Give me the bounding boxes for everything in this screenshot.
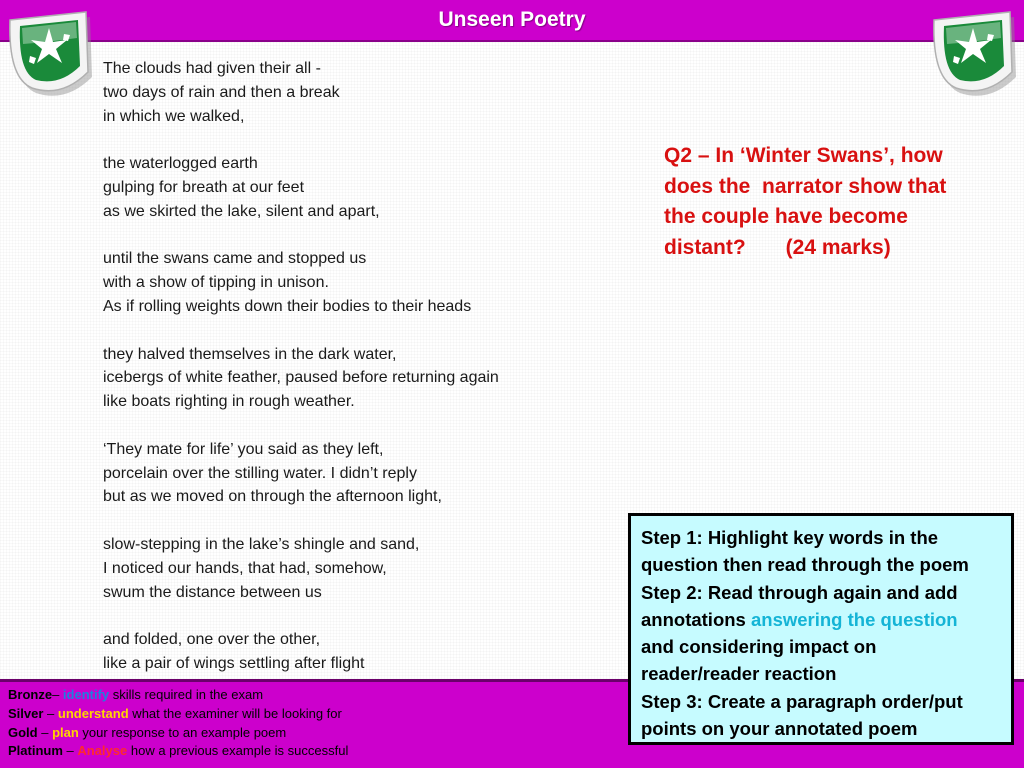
poem-line: like a pair of wings settling after flight xyxy=(103,654,365,672)
question-line xyxy=(664,233,994,264)
question-line: Q2 – In ‘Winter Swans’, how xyxy=(664,144,943,167)
stanza-break xyxy=(103,319,623,343)
level-gold xyxy=(8,724,608,743)
level-description: what the examiner will be looking for xyxy=(128,705,342,721)
stanza-break xyxy=(103,414,623,438)
success-criteria-list xyxy=(8,686,608,761)
level-separator: – xyxy=(62,743,78,759)
level-name: Gold xyxy=(8,724,38,740)
level-keyword: Analyse xyxy=(77,743,128,759)
level-name: Platinum xyxy=(8,743,63,759)
question-line: does the narrator show that xyxy=(664,174,947,198)
step-line: question then read through the poem xyxy=(641,554,969,576)
level-keyword: identify xyxy=(62,687,110,702)
level-bronze xyxy=(8,686,608,705)
title-bar xyxy=(0,0,1024,42)
school-crest-shield-icon xyxy=(4,8,94,96)
poem-line: like boats righting in rough weather. xyxy=(103,393,355,411)
step-line: Step 1: Highlight key words in the xyxy=(641,527,939,548)
poem-line: I noticed our hands, that had, somehow, xyxy=(103,559,387,577)
question-text-end: distant? xyxy=(664,235,746,259)
level-separator: – xyxy=(52,687,63,702)
poem-text xyxy=(103,57,623,676)
school-crest-shield-icon xyxy=(928,8,1018,96)
poem-line: two days of rain and then a break xyxy=(103,83,340,101)
poem-line: slow-stepping in the lake’s shingle and sand, xyxy=(103,535,420,553)
level-description: skills required in the exam xyxy=(109,687,264,702)
level-description: your response to an example poem xyxy=(78,724,287,740)
level-name: Silver xyxy=(8,705,44,721)
slide-title: Unseen Poetry xyxy=(438,8,586,31)
poem-line: ‘They mate for life’ you said as they left, xyxy=(103,440,384,458)
step-text: annotations xyxy=(641,608,751,630)
question-line: the couple have become xyxy=(664,205,908,228)
poem-line: As if rolling weights down their bodies to their heads xyxy=(103,297,472,315)
step-highlight: answering the question xyxy=(750,608,958,630)
level-keyword: understand xyxy=(57,705,129,721)
poem-line: in which we walked, xyxy=(103,107,245,125)
level-silver xyxy=(8,705,608,724)
step-line: Step 3: Create a paragraph order/put xyxy=(641,690,963,712)
poem-line: The clouds had given their all - xyxy=(103,60,321,77)
question-marks: (24 marks) xyxy=(785,235,891,259)
level-separator: – xyxy=(43,705,58,721)
step-line: Step 2: Read through again and add xyxy=(641,581,958,603)
poem-line: gulping for breath at our feet xyxy=(103,178,305,196)
step-line: and considering impact on xyxy=(641,636,877,658)
poem-line: porcelain over the stilling water. I didn’t reply xyxy=(103,464,417,482)
poem-line: as we skirted the lake, silent and apart, xyxy=(103,202,380,220)
step-line: points on your annotated poem xyxy=(641,718,918,740)
level-name: Bronze xyxy=(8,687,53,702)
level-platinum xyxy=(8,742,608,761)
step-line: reader/reader reaction xyxy=(641,663,837,685)
stanza-break xyxy=(103,224,623,248)
exam-question xyxy=(664,141,994,263)
step-line xyxy=(641,606,1003,633)
poem-line: they halved themselves in the dark water, xyxy=(103,345,397,363)
steps-box xyxy=(628,513,1014,745)
poem-line: but as we moved on through the afternoon light, xyxy=(103,488,442,506)
level-keyword: plan xyxy=(52,724,79,740)
poem-line: swum the distance between us xyxy=(103,583,322,601)
stanza-break xyxy=(103,604,623,628)
poem-line: and folded, one over the other, xyxy=(103,631,321,649)
poem-line: with a show of tipping in unison. xyxy=(103,274,329,292)
poem-line: the waterlogged earth xyxy=(103,155,258,173)
poem-line: until the swans came and stopped us xyxy=(103,250,367,268)
stanza-break xyxy=(103,509,623,533)
level-separator: – xyxy=(37,724,53,740)
poem-line: icebergs of white feather, paused before returning again xyxy=(103,369,499,387)
stanza-break xyxy=(103,128,623,152)
level-description: how a previous example is successful xyxy=(127,743,349,759)
